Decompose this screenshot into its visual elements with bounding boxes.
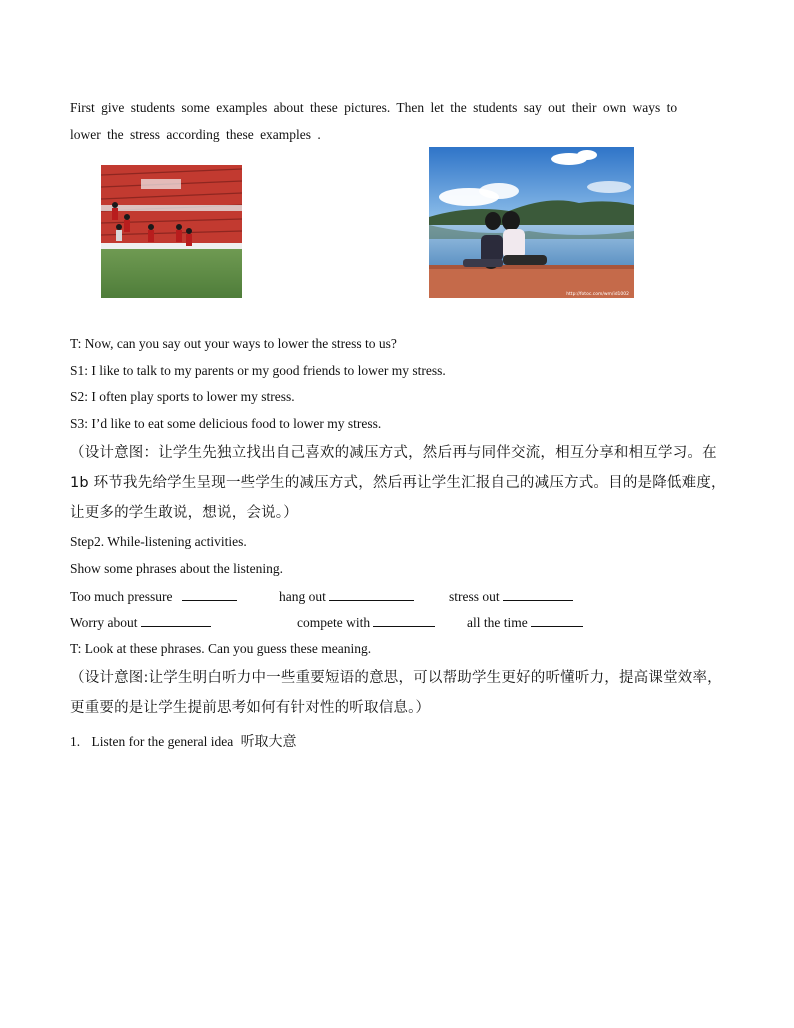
lake-photo-graphic bbox=[429, 147, 634, 298]
intro-paragraph bbox=[70, 94, 725, 148]
task-text-cn: 听取大意 bbox=[240, 734, 297, 750]
phrase-item-5 bbox=[297, 614, 435, 631]
phrase-item-6 bbox=[467, 614, 583, 631]
answer-blank[interactable] bbox=[373, 614, 435, 627]
stadium-photo-graphic bbox=[101, 165, 242, 298]
answer-blank[interactable] bbox=[503, 588, 573, 601]
task-number: 1. bbox=[70, 734, 81, 749]
intro-line-1: First give students some examples about these pictures. Then let the students say out their own ways to bbox=[70, 100, 678, 115]
phrase-item-1 bbox=[70, 588, 237, 605]
phrase-item-3 bbox=[449, 588, 573, 605]
phrase-item-4 bbox=[70, 614, 211, 631]
photo-watermark: http://fotoc.com/wm/id1002 bbox=[566, 292, 629, 297]
step2-heading: Step2. While-listening activities. bbox=[70, 534, 247, 549]
show-phrases-instruction: Show some phrases about the listening. bbox=[70, 561, 283, 576]
phrase-label: compete with bbox=[297, 615, 371, 630]
phrase-label: Too much pressure bbox=[70, 589, 173, 604]
phrase-label: all the time bbox=[467, 615, 528, 630]
intro-line-2: lower the stress according these examples . bbox=[70, 127, 321, 142]
teacher-question-2: T: Look at these phrases. Can you guess these meaning. bbox=[70, 641, 372, 656]
design-intent-note-2: （设计意图:让学生明白听力中一些重要短语的意思，可以帮助学生更好的听懂听力，提高课堂效率，更重要的是让学生提前思考如何有针对性的听取信息。） bbox=[70, 670, 722, 716]
student-answer-1: S1: I like to talk to my parents or my good friends to lower my stress. bbox=[70, 363, 446, 378]
design-intent-note-1: （设计意图：让学生先独立找出自己喜欢的减压方式，然后再与同伴交流，相互分享和相互学习。在 1b 环节我先给学生呈现一些学生的减压方式，然后再让学生汇报自己的减压方式。目的是降低难度，让更多的学生敢说，想说，会说。） bbox=[70, 445, 726, 521]
phrase-item-2 bbox=[279, 588, 414, 605]
student-answer-2: S2: I often play sports to lower my stress. bbox=[70, 389, 295, 404]
lake-friends-photo bbox=[429, 147, 634, 298]
answer-blank[interactable] bbox=[531, 614, 583, 627]
listening-task-1 bbox=[70, 731, 297, 751]
answer-blank[interactable] bbox=[329, 588, 414, 601]
task-text-en: Listen for the general idea bbox=[91, 734, 234, 749]
stadium-sports-photo bbox=[101, 165, 242, 298]
student-answer-3: S3: I’d like to eat some delicious food to lower my stress. bbox=[70, 416, 382, 431]
answer-blank[interactable] bbox=[182, 588, 237, 601]
phrase-label: Worry about bbox=[70, 615, 138, 630]
teacher-question-1: T: Now, can you say out your ways to lower the stress to us? bbox=[70, 336, 397, 351]
answer-blank[interactable] bbox=[141, 614, 211, 627]
phrase-label: hang out bbox=[279, 589, 326, 604]
phrase-label: stress out bbox=[449, 589, 500, 604]
